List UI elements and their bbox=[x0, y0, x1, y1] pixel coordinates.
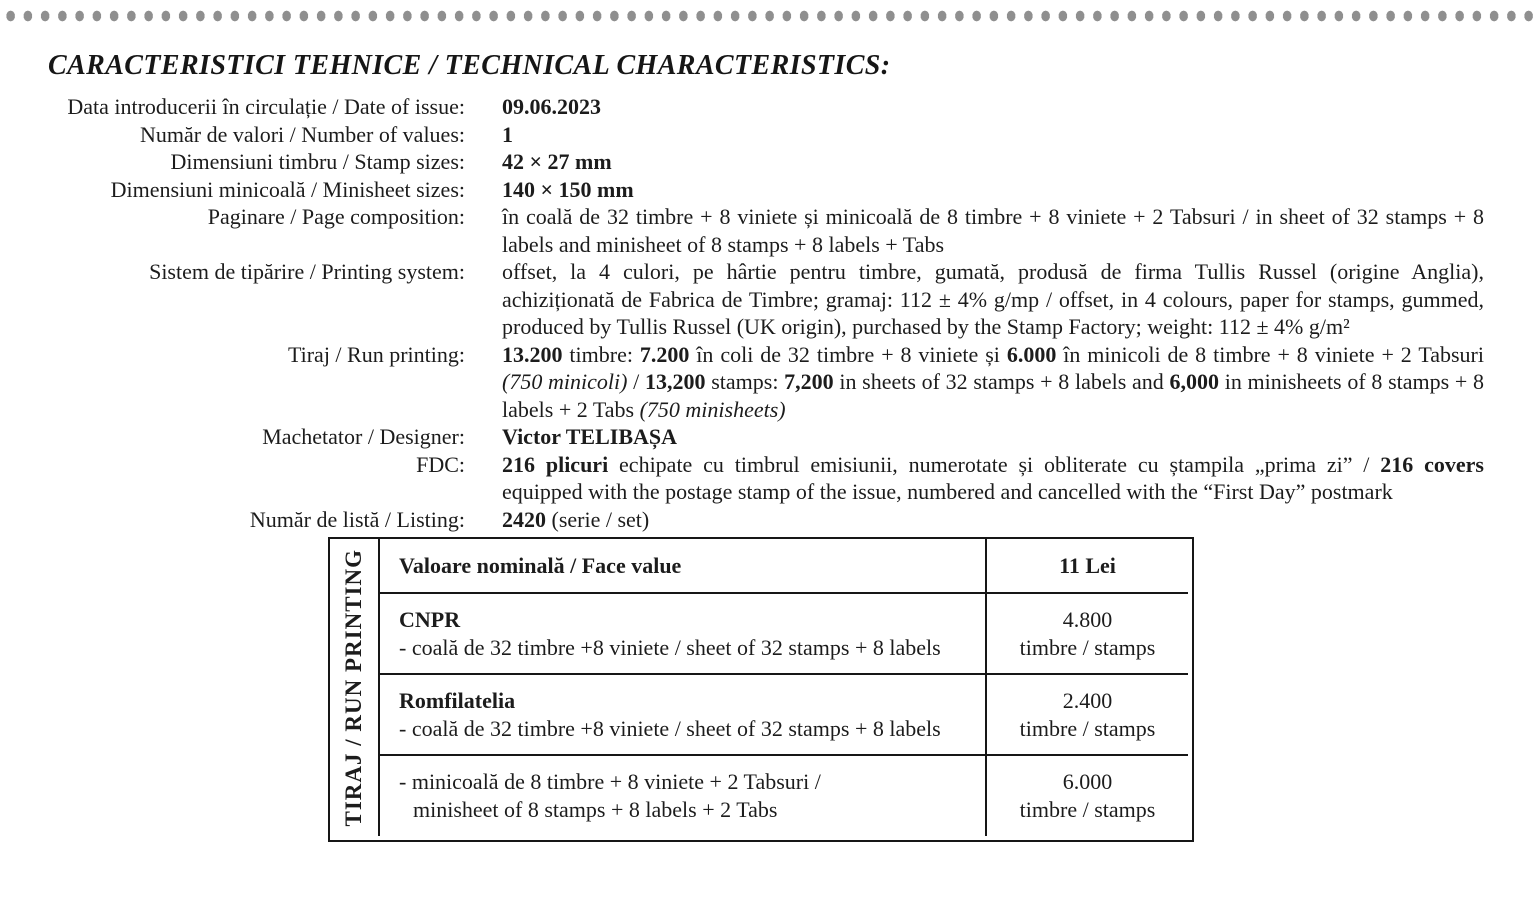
field-label: Număr de valori / Number of values: bbox=[139, 121, 465, 147]
field-row-listing bbox=[0, 506, 1484, 534]
table-header-face-value: Valoare nominală / Face value bbox=[380, 539, 987, 594]
field-label: Sistem de tipărire / Printing system: bbox=[149, 259, 465, 284]
table-header-price: 11 Lei bbox=[987, 539, 1188, 594]
field-label: Număr de listă / Listing: bbox=[249, 506, 465, 532]
distributor-name: Romfilatelia bbox=[399, 687, 516, 713]
field-value: 216 plicuri echipate cu timbrul emisiunii, numerotate și obliterate cu ștampila „prima zi” / 216 covers equipped with the postage stamp of the issue, numbered and cancelled with the “First Day” postmark bbox=[502, 451, 1484, 504]
table-row-minisheet-desc-cell bbox=[380, 756, 987, 836]
field-value: 1 bbox=[502, 121, 513, 147]
table-row-cnpr-qty-cell bbox=[987, 594, 1188, 675]
field-row-run-printing bbox=[0, 341, 1484, 424]
field-label: Tiraj / Run printing: bbox=[287, 341, 465, 367]
table-row-cnpr-desc-cell bbox=[380, 594, 987, 675]
field-value: 2420 (serie / set) bbox=[502, 506, 650, 532]
field-row-printing-system bbox=[0, 258, 1484, 341]
field-label: Machetator / Designer: bbox=[262, 424, 465, 449]
table-row-romfilatelia-qty-cell bbox=[987, 675, 1188, 756]
field-value: offset, la 4 culori, pe hârtie pentru timbre, gumată, produsă de firma Tullis Russel (origine Anglia), achiziționată de Fabrica de Timbre; gramaj: 112 ± 4% g/mp / offset, in 4 colours, paper for stamps, gummed, produced by Tullis Russel (UK origin), purchased by the Stamp Factory; weight: 112 ± 4% g/m² bbox=[502, 259, 1484, 339]
field-label: FDC: bbox=[416, 451, 465, 477]
distribution-desc-line2: minisheet of 8 stamps + 8 labels + 2 Tabs bbox=[413, 797, 778, 822]
table-row-minisheet-qty-cell bbox=[987, 756, 1188, 836]
field-label: Dimensiuni minicoală / Minisheet sizes: bbox=[110, 176, 465, 202]
field-row-date-of-issue bbox=[0, 93, 1484, 121]
field-value: Victor TELIBAȘA bbox=[502, 424, 678, 449]
field-row-minisheet-sizes bbox=[0, 176, 1484, 204]
field-row-number-of-values bbox=[0, 121, 1484, 149]
distribution-desc: - coală de 32 timbre +8 viniete / sheet of 32 stamps + 8 labels bbox=[399, 634, 941, 660]
field-value: 140 × 150 mm bbox=[502, 176, 634, 202]
quantity: 6.000 bbox=[1062, 769, 1113, 794]
field-row-page-composition bbox=[0, 203, 1484, 258]
quantity: 4.800 bbox=[1062, 606, 1113, 632]
field-value: în coală de 32 timbre + 8 viniete și minicoală de 8 timbre + 8 viniete + 2 Tabsuri / in sheet of 32 stamps + 8 labels and minisheet of 8 stamps + 8 labels + Tabs bbox=[502, 204, 1484, 257]
distribution-desc: - minicoală de 8 timbre + 8 viniete + 2 Tabsuri / bbox=[399, 769, 821, 794]
table-row-romfilatelia-desc-cell bbox=[380, 675, 987, 756]
field-row-designer bbox=[0, 423, 1484, 451]
field-value: 09.06.2023 bbox=[502, 94, 601, 119]
field-row-stamp-sizes bbox=[0, 148, 1484, 176]
table-vertical-label: TIRAJ / RUN PRINTING bbox=[341, 548, 366, 827]
technical-characteristics-list bbox=[0, 93, 1484, 533]
quantity-unit: timbre / stamps bbox=[1019, 634, 1156, 660]
distribution-desc: - coală de 32 timbre +8 viniete / sheet of 32 stamps + 8 labels bbox=[399, 715, 941, 741]
field-label: Data introducerii în circulație / Date of issue: bbox=[67, 94, 465, 119]
dotted-border bbox=[2, 9, 1536, 23]
quantity: 2.400 bbox=[1062, 687, 1113, 713]
quantity-unit: timbre / stamps bbox=[1019, 797, 1156, 822]
table-vertical-label-cell bbox=[330, 539, 380, 836]
field-value: 13.200 timbre: 7.200 în coli de 32 timbre + 8 viniete și 6.000 în minicoli de 8 timbre + 8 viniete + 2 Tabsuri (750 minicoli) / 13,200 stamps: 7,200 in sheets of 32 stamps + 8 labels and 6,000 in minisheets of 8 stamps + 8 labels + 2 Tabs (750 minisheets) bbox=[502, 341, 1484, 422]
distributor-name: CNPR bbox=[399, 606, 461, 632]
field-row-fdc bbox=[0, 451, 1484, 506]
field-label: Paginare / Page composition: bbox=[207, 204, 465, 229]
quantity-unit: timbre / stamps bbox=[1019, 715, 1156, 741]
page-title: CARACTERISTICI TEHNICE / TECHNICAL CHARACTERISTICS: bbox=[48, 50, 891, 81]
print-run-table bbox=[328, 537, 1194, 842]
field-label: Dimensiuni timbru / Stamp sizes: bbox=[170, 149, 465, 174]
field-value: 42 × 27 mm bbox=[502, 149, 612, 174]
